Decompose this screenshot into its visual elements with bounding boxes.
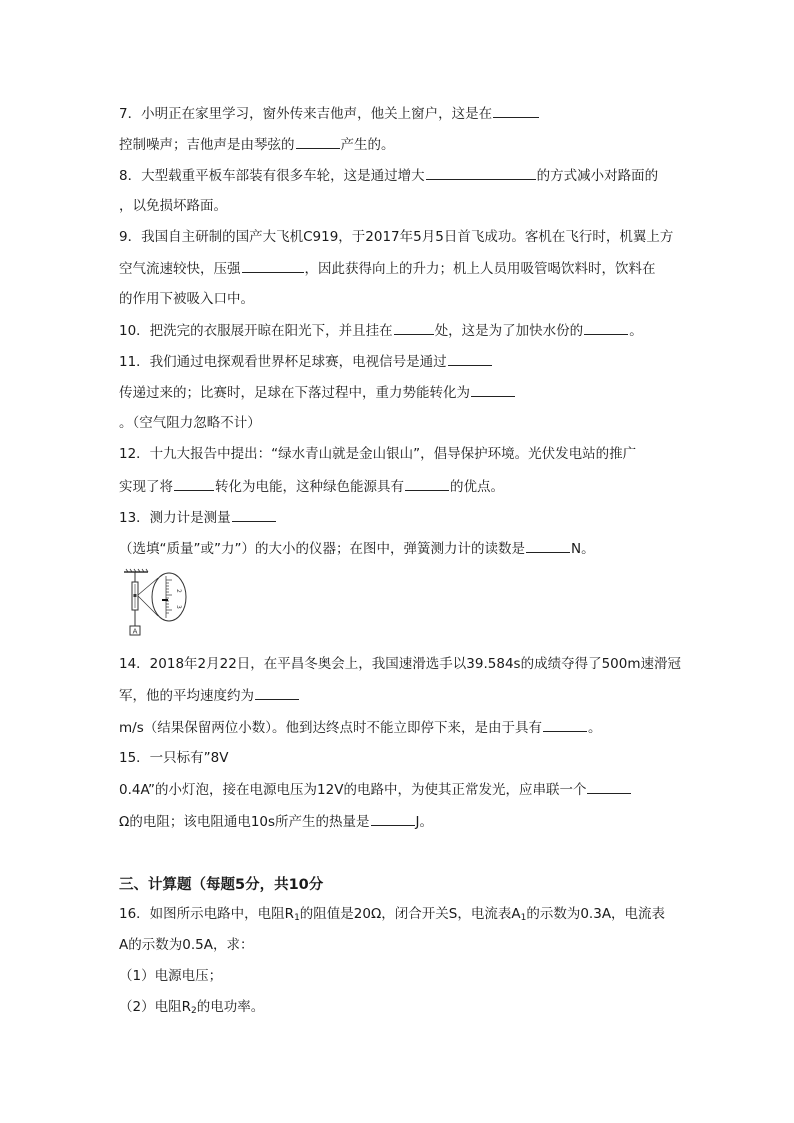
q16-text: 的阻值是20Ω，闭合开关S，电流表A	[299, 906, 521, 922]
question-14-line-1	[119, 654, 681, 674]
question-11-line-3	[119, 413, 261, 433]
q13-text: N。	[570, 541, 595, 557]
q16-text: 的示数为0.3A，电流表	[526, 906, 666, 922]
answer-blank	[584, 320, 628, 335]
question-15-line-1	[119, 748, 229, 768]
answer-blank	[448, 351, 492, 366]
q16-text: 16．如图所示电路中，电阻R	[119, 906, 295, 922]
q13-text: 13．测力计是测量	[119, 510, 231, 526]
question-8-line-2	[119, 196, 227, 216]
question-16-line-2	[119, 935, 253, 955]
answer-blank	[493, 103, 539, 118]
q10-text: 10．把洗完的衣服展开晾在阳光下，并且挂在	[119, 323, 393, 339]
question-16-line-1	[119, 904, 665, 928]
q12-text: 实现了将	[119, 479, 173, 495]
q16-text: 的电功率。	[196, 999, 265, 1015]
question-10	[119, 320, 643, 341]
q15-text: 15．一只标有”8V	[119, 750, 229, 766]
q14-text: 14．2018年2月22日，在平昌冬奥会上，我国速滑选手以39.584s的成绩夺得了500m速滑冠	[119, 656, 681, 672]
question-12-line-2	[119, 476, 504, 497]
answer-blank	[405, 476, 449, 491]
answer-blank	[255, 685, 299, 700]
question-7-line-1	[119, 103, 540, 124]
q9-text: ，因此获得向上的升力；机上人员用吸管喝饮料时，饮料在	[304, 261, 656, 277]
question-13-line-2	[119, 538, 595, 559]
subscript: 1	[520, 913, 527, 923]
q15-text: Ω的电阻；该电阻通电10s所产生的热量是	[119, 814, 370, 830]
question-14-line-3	[119, 717, 601, 738]
q11-text: 。（空气阻力忽略不计）	[119, 415, 261, 431]
weight-label: A	[132, 627, 138, 636]
subscript: 2	[190, 1006, 197, 1016]
answer-blank	[242, 258, 304, 273]
answer-blank	[174, 476, 214, 491]
question-9-line-2	[119, 258, 656, 279]
q12-text: 转化为电能，这种绿色能源具有	[215, 479, 404, 495]
q10-text: 。	[629, 323, 643, 339]
q7-text: 控制噪声；吉他声是由琴弦的	[119, 137, 295, 153]
q8-text: 8．大型载重平板车部装有很多车轮，这是通过增大	[119, 168, 425, 184]
q12-text: 12．十九大报告中提出：“绿水青山就是金山银山”，倡导保护环境。光伏发电站的推广	[119, 446, 637, 462]
q8-text: ，以免损坏路面。	[119, 198, 227, 214]
q9-text: 的作用下被吸入口中。	[119, 291, 254, 307]
question-11-line-2	[119, 382, 516, 403]
answer-blank	[471, 382, 515, 397]
answer-blank	[526, 538, 570, 553]
subscript: 1	[294, 913, 300, 923]
question-15-line-2	[119, 779, 632, 800]
q14-text: 军，他的平均速度约为	[119, 688, 254, 704]
q9-text: 空气流速较快，压强	[119, 261, 241, 277]
q16-text: （2）电阻R	[119, 999, 191, 1015]
answer-blank	[394, 320, 434, 335]
question-16-line-3	[119, 966, 222, 986]
question-8-line-1	[119, 165, 658, 186]
q16-text: （1）电源电压；	[119, 968, 223, 984]
question-16-line-4	[119, 997, 264, 1021]
scale-label-2: 2	[175, 589, 182, 593]
q16-text: A的示数为0.5A，求：	[119, 937, 254, 953]
question-7-line-2	[119, 134, 395, 155]
section-3-heading: 三、计算题（每题5分，共10分	[119, 877, 324, 893]
question-13-line-1	[119, 507, 277, 528]
answer-blank	[587, 779, 631, 794]
question-12-line-1	[119, 444, 636, 464]
q9-text: 9．我国自主研制的国产大飞机C919，于2017年5月5日首飞成功。客机在飞行时，机翼上方	[119, 229, 674, 245]
q15-text: J。	[415, 814, 434, 830]
q11-text: 传递过来的；比赛时，足球在下落过程中，重力势能转化为	[119, 385, 470, 401]
question-9-line-1	[119, 227, 673, 247]
q8-text: 的方式减小对路面的	[536, 168, 659, 184]
q7-text: 7．小明正在家里学习，窗外传来吉他声，他关上窗户，这是在	[119, 106, 493, 122]
q13-text: （选填“质量”或”力”）的大小的仪器；在图中，弹簧测力计的读数是	[119, 541, 525, 557]
answer-blank	[371, 811, 415, 826]
scale-label-3: 3	[175, 605, 182, 609]
q14-text: m/s（结果保留两位小数）。他到达终点时不能立即停下来，是由于具有	[119, 720, 542, 736]
question-14-line-2	[119, 685, 300, 706]
question-15-line-3	[119, 811, 433, 832]
q7-text: 产生的。	[340, 137, 395, 153]
spring-scale-figure	[122, 568, 188, 640]
q12-text: 的优点。	[450, 479, 504, 495]
answer-blank	[543, 717, 587, 732]
answer-blank	[426, 165, 536, 180]
scale-pointer	[134, 594, 137, 597]
q14-text: 。	[587, 720, 602, 736]
answer-blank	[296, 134, 340, 149]
q15-text: 0.4A”的小灯泡，接在电源电压为12V的电路中，为使其正常发光，应串联一个	[119, 782, 587, 798]
question-9-line-3	[119, 289, 254, 309]
scale-reading-pointer	[162, 599, 168, 601]
answer-blank	[232, 507, 276, 522]
question-11-line-1	[119, 351, 493, 372]
q11-text: 11．我们通过电探观看世界杯足球赛，电视信号是通过	[119, 354, 447, 370]
q10-text: 处，这是为了加快水份的	[434, 323, 584, 339]
